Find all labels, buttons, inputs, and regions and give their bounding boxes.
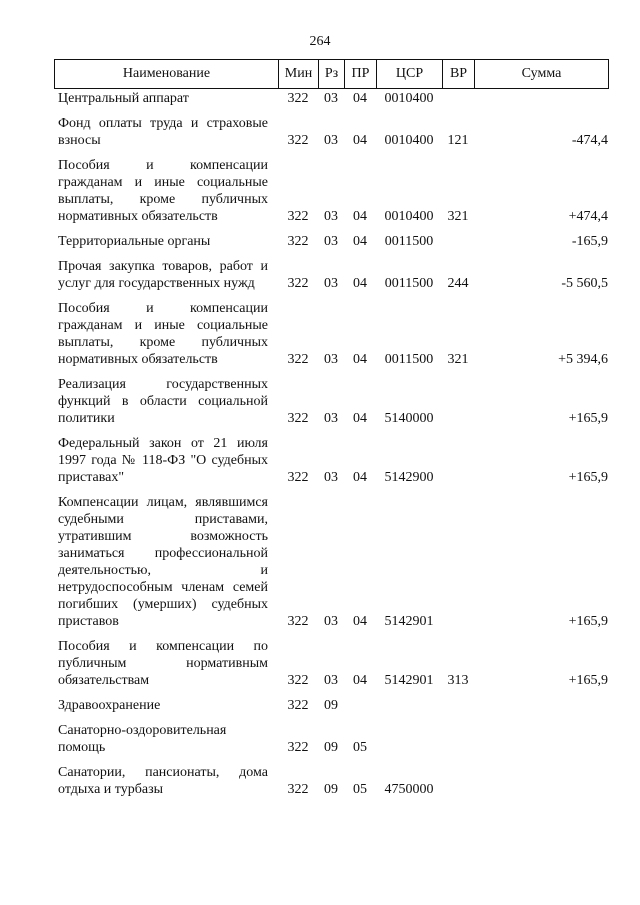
row-vr: 321 xyxy=(447,209,469,224)
row-vr xyxy=(442,435,474,486)
row-rz: 03 xyxy=(324,91,338,106)
row-spacer-cell xyxy=(54,292,608,300)
row-pr: 04 xyxy=(353,614,367,629)
row-name: Санатории, пансионаты, дома отдыха и турбазы xyxy=(58,765,268,797)
row-min: 322 xyxy=(287,673,309,688)
row-min: 322 xyxy=(287,91,309,106)
row-spacer-cell xyxy=(54,149,608,157)
row-min: 322 xyxy=(287,740,309,755)
row-csr: 0010400 xyxy=(384,91,434,106)
row-name: Прочая закупка товаров, работ и услуг для государственных нужд xyxy=(58,259,268,291)
header-csr: ЦСР xyxy=(377,60,443,89)
row-sum xyxy=(474,697,608,714)
row-name: Здравоохранение xyxy=(58,698,161,713)
table-row xyxy=(54,115,608,149)
row-spacer xyxy=(54,486,608,494)
row-name: Фонд оплаты труда и страховые взносы xyxy=(58,116,268,148)
header-min: Мин xyxy=(279,60,319,89)
row-rz: 03 xyxy=(324,234,338,249)
row-pr: 05 xyxy=(353,740,367,755)
row-spacer-cell xyxy=(54,756,608,764)
row-sum: +474,4 xyxy=(568,209,608,224)
row-sum: -5 560,5 xyxy=(561,276,608,291)
row-sum: -165,9 xyxy=(571,234,608,249)
row-csr: 5142900 xyxy=(384,470,434,485)
row-sum: +165,9 xyxy=(568,411,608,426)
row-rz: 03 xyxy=(324,276,338,291)
row-spacer xyxy=(54,427,608,435)
table-row xyxy=(54,90,608,107)
table-row xyxy=(54,233,608,250)
row-csr: 0011500 xyxy=(384,352,434,367)
table-row xyxy=(54,494,608,630)
row-pr: 04 xyxy=(353,673,367,688)
row-rz: 09 xyxy=(324,698,338,713)
row-pr: 04 xyxy=(353,234,367,249)
row-pr: 04 xyxy=(353,276,367,291)
row-min: 322 xyxy=(287,276,309,291)
row-csr xyxy=(376,697,442,714)
row-spacer xyxy=(54,630,608,638)
table-row xyxy=(54,258,608,292)
row-spacer xyxy=(54,292,608,300)
row-spacer-cell xyxy=(54,427,608,435)
table-row xyxy=(54,722,608,756)
row-spacer-cell xyxy=(54,368,608,376)
row-rz: 03 xyxy=(324,133,338,148)
row-pr xyxy=(344,697,376,714)
row-name: Пособия и компенсации гражданам и иные социальные выплаты, кроме публичных нормативных обязательств xyxy=(58,158,268,224)
row-sum: +165,9 xyxy=(568,470,608,485)
row-spacer xyxy=(54,225,608,233)
row-csr: 0010400 xyxy=(384,209,434,224)
row-spacer xyxy=(54,368,608,376)
row-vr: 121 xyxy=(447,133,469,148)
row-sum: +5 394,6 xyxy=(558,352,608,367)
row-rz: 03 xyxy=(324,209,338,224)
row-pr: 04 xyxy=(353,411,367,426)
row-csr xyxy=(376,722,442,756)
row-vr xyxy=(442,90,474,107)
row-vr: 321 xyxy=(447,352,469,367)
header-sum: Сумма xyxy=(475,60,609,89)
row-pr: 05 xyxy=(353,782,367,797)
row-pr: 04 xyxy=(353,470,367,485)
table-row xyxy=(54,638,608,689)
row-csr: 5142901 xyxy=(384,614,434,629)
row-spacer-cell xyxy=(54,486,608,494)
row-spacer-cell xyxy=(54,107,608,115)
row-rz: 03 xyxy=(324,411,338,426)
row-rz: 03 xyxy=(324,352,338,367)
row-min: 322 xyxy=(287,782,309,797)
row-spacer xyxy=(54,149,608,157)
row-vr xyxy=(442,233,474,250)
row-rz: 09 xyxy=(324,782,338,797)
row-min: 322 xyxy=(287,698,309,713)
table-row xyxy=(54,435,608,486)
table-row xyxy=(54,764,608,798)
row-sum xyxy=(474,764,608,798)
row-csr: 0011500 xyxy=(384,276,434,291)
row-vr: 244 xyxy=(447,276,469,291)
row-min: 322 xyxy=(287,614,309,629)
row-sum xyxy=(474,722,608,756)
table-header xyxy=(54,59,609,89)
row-sum: +165,9 xyxy=(568,673,608,688)
row-csr: 0011500 xyxy=(384,234,434,249)
row-min: 322 xyxy=(287,352,309,367)
row-spacer xyxy=(54,250,608,258)
row-name: Федеральный закон от 21 июля 1997 года № 118-ФЗ "О судебных приставах" xyxy=(58,436,268,485)
row-name: Пособия и компенсации по публичным нормативным обязательствам xyxy=(58,639,268,688)
row-rz: 03 xyxy=(324,614,338,629)
row-csr: 4750000 xyxy=(384,782,434,797)
row-name: Территориальные органы xyxy=(58,234,211,249)
row-min: 322 xyxy=(287,234,309,249)
row-pr: 04 xyxy=(353,133,367,148)
header-name: Наименование xyxy=(55,60,279,89)
row-vr xyxy=(442,764,474,798)
row-min: 322 xyxy=(287,411,309,426)
row-csr: 0010400 xyxy=(384,133,434,148)
row-name: Пособия и компенсации гражданам и иные социальные выплаты, кроме публичных нормативных обязательств xyxy=(58,301,268,367)
row-min: 322 xyxy=(287,470,309,485)
table-row xyxy=(54,697,608,714)
table-row xyxy=(54,300,608,368)
row-spacer xyxy=(54,714,608,722)
row-name: Центральный аппарат xyxy=(58,91,189,106)
row-vr xyxy=(442,722,474,756)
row-spacer-cell xyxy=(54,225,608,233)
row-spacer xyxy=(54,756,608,764)
row-spacer xyxy=(54,107,608,115)
header-vr: ВР xyxy=(443,60,475,89)
row-spacer-cell xyxy=(54,630,608,638)
row-name: Санаторно-оздоровительная помощь xyxy=(58,723,227,755)
row-csr: 5142901 xyxy=(384,673,434,688)
row-sum: +165,9 xyxy=(568,614,608,629)
row-rz: 03 xyxy=(324,673,338,688)
row-spacer-cell xyxy=(54,689,608,697)
row-name: Реализация государственных функций в области социальной политики xyxy=(58,377,268,426)
row-vr xyxy=(442,697,474,714)
row-name: Компенсации лицам, являвшимся судебными приставами, утратившим возможность заниматься профессиональной деятельностью, и нетрудоспособным членам семей погибших (умерших) судебных приставов xyxy=(58,495,268,629)
header-rz: Рз xyxy=(319,60,345,89)
table-row xyxy=(54,157,608,225)
page-number: 264 xyxy=(309,34,331,49)
row-vr xyxy=(442,494,474,630)
row-sum: -474,4 xyxy=(571,133,608,148)
row-spacer-cell xyxy=(54,250,608,258)
row-rz: 09 xyxy=(324,740,338,755)
row-pr: 04 xyxy=(353,352,367,367)
row-spacer-cell xyxy=(54,714,608,722)
header-pr: ПР xyxy=(345,60,377,89)
row-rz: 03 xyxy=(324,470,338,485)
row-min: 322 xyxy=(287,209,309,224)
row-pr: 04 xyxy=(353,209,367,224)
row-sum xyxy=(474,90,608,107)
row-vr: 313 xyxy=(447,673,469,688)
budget-table xyxy=(54,90,608,798)
row-csr: 5140000 xyxy=(384,411,434,426)
row-vr xyxy=(442,376,474,427)
row-pr: 04 xyxy=(353,91,367,106)
table-row xyxy=(54,376,608,427)
row-min: 322 xyxy=(287,133,309,148)
row-spacer xyxy=(54,689,608,697)
